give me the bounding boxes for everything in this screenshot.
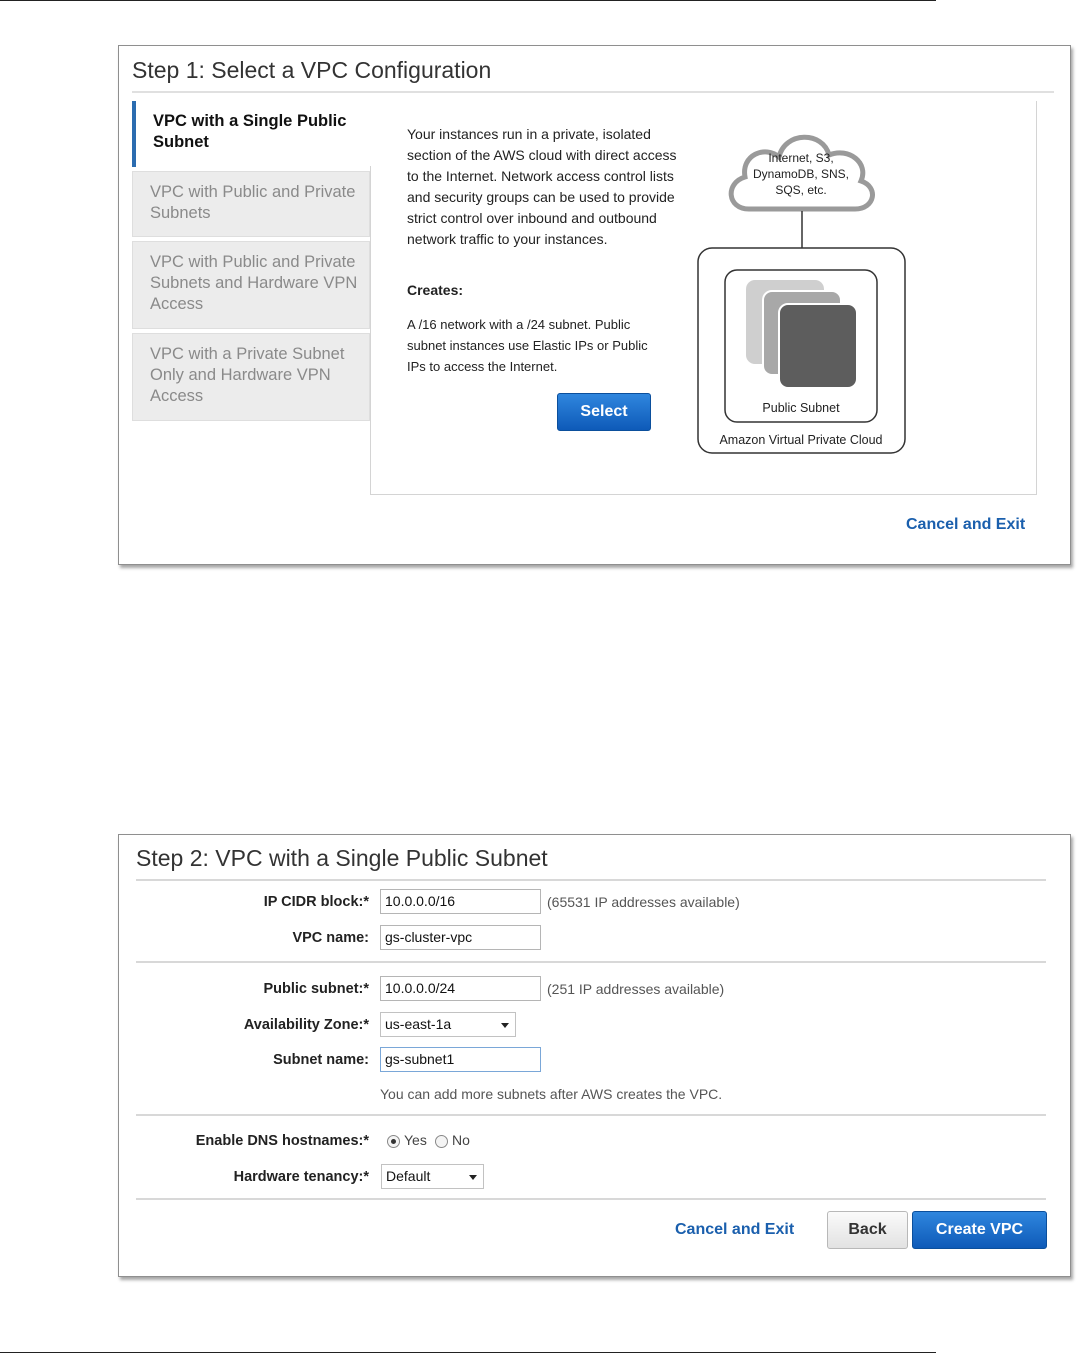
cancel-and-exit-link[interactable]: Cancel and Exit xyxy=(675,1221,795,1238)
step1-title-divider xyxy=(132,91,1054,93)
availability-zone-label: Availability Zone:* xyxy=(243,1017,369,1033)
dns-no-radio[interactable] xyxy=(435,1135,448,1148)
public-subnet-label: Public subnet:* xyxy=(263,981,369,997)
ip-cidr-note: (65531 IP addresses available) xyxy=(547,894,740,910)
top-page-rule xyxy=(0,0,936,1)
vpc-label: Amazon Virtual Private Cloud xyxy=(719,433,883,447)
subnet-label: Public Subnet xyxy=(762,401,840,415)
hardware-tenancy-select[interactable] xyxy=(381,1164,484,1189)
step2-panel xyxy=(118,834,1071,1277)
option-label: VPC with a Private Subnet Only and Hardware VPN Access xyxy=(150,345,345,405)
subnet-hint: You can add more subnets after AWS creates the VPC. xyxy=(380,1086,723,1102)
subnet-name-input[interactable]: gs-subnet1 xyxy=(380,1047,541,1072)
create-vpc-button[interactable]: Create VPC xyxy=(912,1211,1047,1249)
step1-panel xyxy=(118,45,1071,565)
dns-yes-label[interactable]: Yes xyxy=(404,1132,427,1148)
option-public-private-subnets[interactable] xyxy=(132,171,370,237)
hardware-tenancy-label: Hardware tenancy:* xyxy=(233,1169,369,1185)
option-label: VPC with a Single Public Subnet xyxy=(153,112,347,151)
select-button[interactable]: Select xyxy=(557,393,651,431)
dns-no-label[interactable]: No xyxy=(452,1132,470,1148)
vpc-diagram xyxy=(689,111,914,461)
option-single-public-subnet[interactable] xyxy=(132,101,370,167)
chevron-down-icon xyxy=(469,1175,477,1180)
dns-yes-radio[interactable] xyxy=(387,1135,400,1148)
chevron-down-icon xyxy=(501,1023,509,1028)
divider xyxy=(136,1114,1046,1116)
public-subnet-note: (251 IP addresses available) xyxy=(547,981,725,997)
ip-cidr-input[interactable]: 10.0.0.0/16 xyxy=(380,889,541,914)
back-button[interactable]: Back xyxy=(827,1211,908,1249)
creates-heading: Creates: xyxy=(407,282,464,298)
option-public-private-vpn[interactable] xyxy=(132,241,370,329)
step2-title: Step 2: VPC with a Single Public Subnet xyxy=(136,845,548,871)
vpc-name-input[interactable]: gs-cluster-vpc xyxy=(380,925,541,950)
vpc-name-label: VPC name: xyxy=(292,930,369,946)
cloud-text-1: Internet, S3, xyxy=(768,151,834,165)
option-label: VPC with Public and Private Subnets xyxy=(150,183,356,222)
hardware-tenancy-value: Default xyxy=(386,1168,431,1184)
bottom-page-rule xyxy=(0,1352,936,1353)
step2-title-divider xyxy=(136,879,1046,881)
creates-text: A /16 network with a /24 subnet. Public subnet instances use Elastic IPs or Public IPs to access the Internet. xyxy=(407,317,648,374)
option-private-vpn[interactable] xyxy=(132,333,370,421)
public-subnet-input[interactable]: 10.0.0.0/24 xyxy=(380,976,541,1001)
ip-cidr-label: IP CIDR block:* xyxy=(263,894,369,910)
availability-zone-select[interactable] xyxy=(380,1012,516,1037)
dns-hostnames-label: Enable DNS hostnames:* xyxy=(195,1133,369,1149)
divider xyxy=(136,961,1046,963)
cloud-text-3: SQS, etc. xyxy=(775,183,827,197)
subnet-name-label: Subnet name: xyxy=(273,1052,369,1068)
cancel-and-exit-link[interactable]: Cancel and Exit xyxy=(906,516,1026,533)
divider xyxy=(136,1198,1046,1200)
cloud-text-2: DynamoDB, SNS, xyxy=(752,167,850,181)
option-description: Your instances run in a private, isolated section of the AWS cloud with direct access to the Internet. Network access control lists and security groups can be used to provide strict control over inbound and outbound network traffic to your instances. xyxy=(407,126,677,247)
option-label: VPC with Public and Private Subnets and Hardware VPN Access xyxy=(150,253,358,313)
availability-zone-value: us-east-1a xyxy=(385,1016,452,1032)
step1-title: Step 1: Select a VPC Configuration xyxy=(132,57,492,83)
